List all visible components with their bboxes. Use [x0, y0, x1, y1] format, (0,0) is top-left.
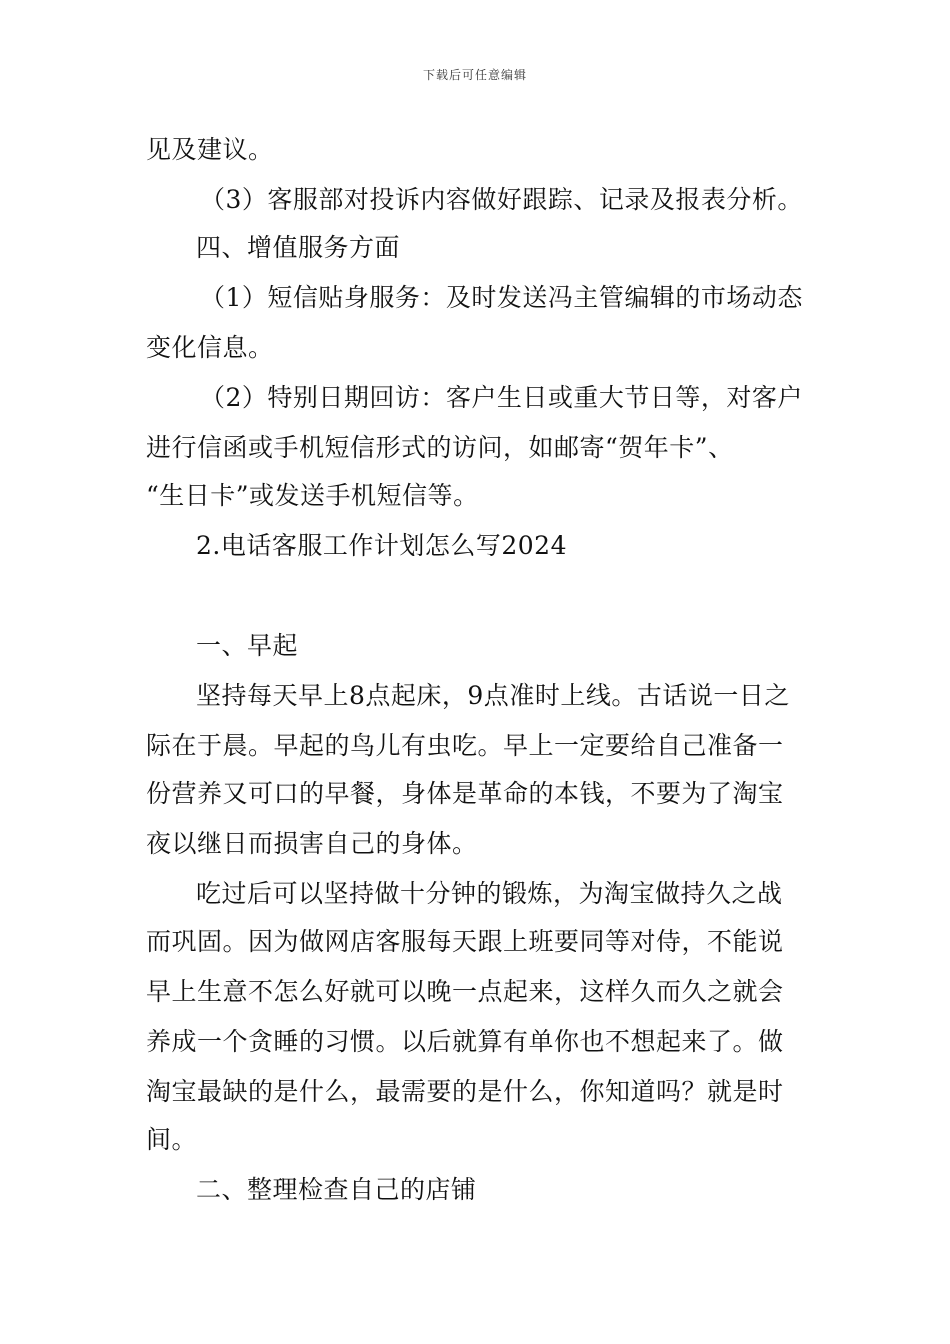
paragraph-line: 进行信函或手机短信形式的访问，如邮寄“贺年卡”、	[146, 433, 734, 462]
paragraph-line: 份营养又可口的早餐，身体是革命的本钱，不要为了淘宝	[146, 779, 784, 808]
paragraph-line: 际在于晨。早起的鸟儿有虫吃。早上一定要给自己准备一	[146, 731, 784, 760]
paragraph-line: 早上生意不怎么好就可以晚一点起来，这样久而久之就会	[146, 977, 784, 1006]
page-header: 下载后可任意编辑	[422, 68, 527, 82]
paragraph-line: 见及建议。	[146, 135, 274, 164]
paragraph-line: 间。	[146, 1125, 198, 1154]
paragraph-line: “生日卡”或发送手机短信等。	[146, 481, 479, 510]
paragraph-line: （1）短信贴身服务：及时发送冯主管编辑的市场动态	[200, 283, 803, 312]
section-heading: 一、早起	[196, 631, 299, 660]
paragraph-line: 而巩固。因为做网店客服每天跟上班要同等对侍，不能说	[146, 927, 784, 956]
paragraph-line: 淘宝最缺的是什么，最需要的是什么，你知道吗？就是时	[146, 1077, 784, 1106]
section-title: 2.电话客服工作计划怎么写2024	[196, 531, 567, 560]
paragraph-line: 吃过后可以坚持做十分钟的锻炼，为淘宝做持久之战	[196, 879, 783, 908]
paragraph-line: 变化信息。	[146, 333, 274, 362]
paragraph-line: （3）客服部对投诉内容做好跟踪、记录及报表分析。	[200, 185, 803, 214]
paragraph-line: 养成一个贪睡的习惯。以后就算有单你也不想起来了。做	[146, 1027, 784, 1056]
paragraph-line: 夜以继日而损害自己的身体。	[146, 829, 478, 858]
paragraph-line: 坚持每天早上8点起床，9点准时上线。古话说一日之	[196, 681, 790, 710]
section-heading: 二、整理检查自己的店铺	[196, 1175, 477, 1204]
paragraph-line: （2）特别日期回访：客户生日或重大节日等，对客户	[200, 383, 803, 412]
section-heading: 四、增值服务方面	[196, 233, 401, 262]
